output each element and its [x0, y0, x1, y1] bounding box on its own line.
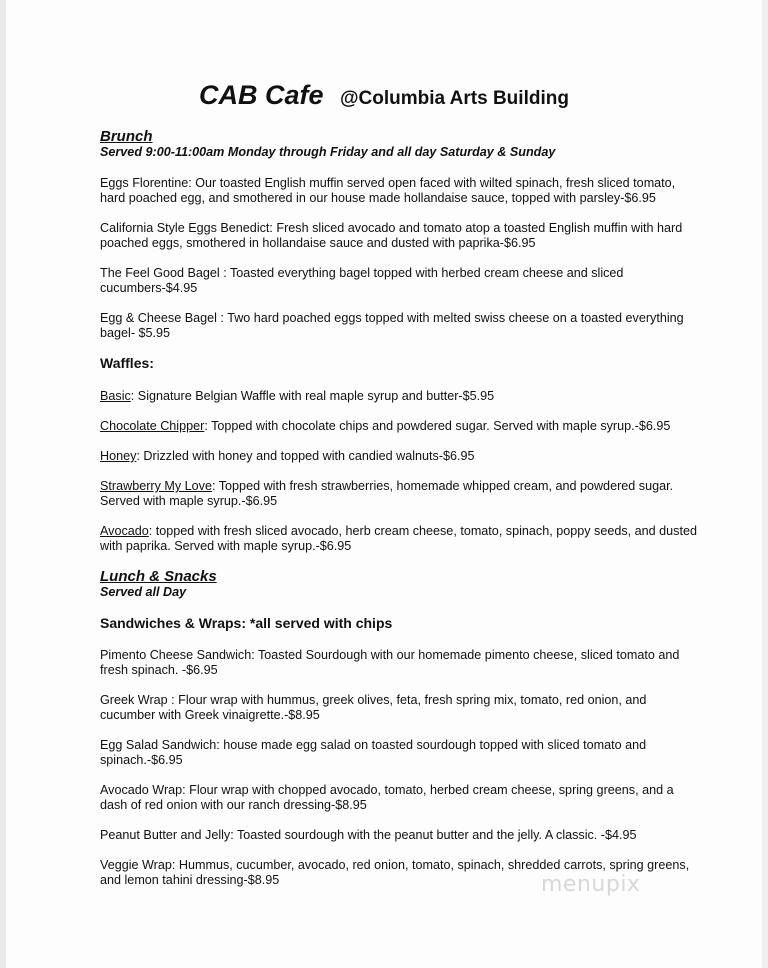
lunch-item: Peanut Butter and Jelly: Toasted sourdough with the peanut butter and the jelly. A classic. -$4.95	[100, 828, 637, 842]
waffle-name: Chocolate Chipper	[100, 419, 205, 433]
waffle-item	[100, 449, 700, 464]
brunch-item: Egg & Cheese Bagel : Two hard poached eggs topped with melted swiss cheese on a toasted everything bagel- $5.95	[100, 311, 684, 340]
lunch-title: Lunch & Snacks	[100, 568, 217, 585]
lunch-item: Veggie Wrap: Hummus, cucumber, avocado, red onion, tomato, spinach, shredded carrots, spring greens, and lemon tahini dressing-$8.95	[100, 858, 690, 887]
brunch-served: Served 9:00-11:00am Monday through Friday and all day Saturday & Sunday	[100, 145, 556, 159]
menu-content	[100, 128, 700, 888]
page-title	[6, 80, 762, 111]
waffle-item	[100, 419, 700, 434]
waffle-desc: : Signature Belgian Waffle with real maple syrup and butter-$5.95	[130, 389, 495, 403]
lunch-item: Egg Salad Sandwich: house made egg salad on toasted sourdough topped with sliced tomato and spinach.-$6.95	[100, 738, 647, 767]
cafe-name: CAB Cafe	[199, 80, 324, 110]
waffle-item	[100, 524, 700, 554]
waffle-name: Honey	[100, 449, 137, 463]
waffle-name: Basic	[100, 389, 131, 403]
waffles-heading: Waffles:	[100, 355, 154, 371]
brunch-item: Eggs Florentine: Our toasted English muffin served open faced with wilted spinach, fresh sliced tomato, hard poached egg, and smothered in our house made hollandaise sauce, topped with parsley-$6.95	[100, 176, 676, 205]
waffle-name: Strawberry My Love	[100, 479, 212, 493]
waffle-name: Avocado	[100, 524, 149, 538]
waffle-desc: : Topped with chocolate chips and powdered sugar. Served with maple syrup.-$6.95	[204, 419, 671, 433]
lunch-item: Greek Wrap : Flour wrap with hummus, greek olives, feta, fresh spring mix, tomato, red onion, and cucumber with Greek vinaigrette.-$8.95	[100, 693, 647, 722]
brunch-title: Brunch	[100, 128, 153, 145]
waffle-desc: : Drizzled with honey and topped with candied walnuts-$6.95	[136, 449, 475, 463]
waffle-desc: : Topped with fresh strawberries, homemade whipped cream, and powdered sugar. Served with maple syrup.-$6.95	[100, 479, 674, 508]
lunch-item: Pimento Cheese Sandwich: Toasted Sourdough with our homemade pimento cheese, sliced tomato and fresh spinach. -$6.95	[100, 648, 680, 677]
watermark-logo: menupix	[541, 872, 641, 897]
waffle-desc: : topped with fresh sliced avocado, herb cream cheese, tomato, spinach, poppy seeds, and dusted with paprika. Served with maple syrup.-$6.95	[100, 524, 697, 553]
brunch-item: The Feel Good Bagel : Toasted everything bagel topped with herbed cream cheese and sliced cucumbers-$4.95	[100, 266, 624, 295]
waffle-item	[100, 479, 700, 509]
sandwiches-heading: Sandwiches & Wraps: *all served with chips	[100, 615, 393, 631]
waffle-item	[100, 389, 700, 404]
lunch-item: Avocado Wrap: Flour wrap with chopped avocado, tomato, herbed cream cheese, spring greens, and a dash of red onion with our ranch dressing-$8.95	[100, 783, 674, 812]
cafe-location: @Columbia Arts Building	[340, 88, 569, 109]
lunch-served: Served all Day	[100, 585, 187, 599]
brunch-item: California Style Eggs Benedict: Fresh sliced avocado and tomato atop a toasted English muffin with hard poached eggs, smothered in hollandaise sauce and dusted with paprika-$6.95	[100, 221, 683, 250]
